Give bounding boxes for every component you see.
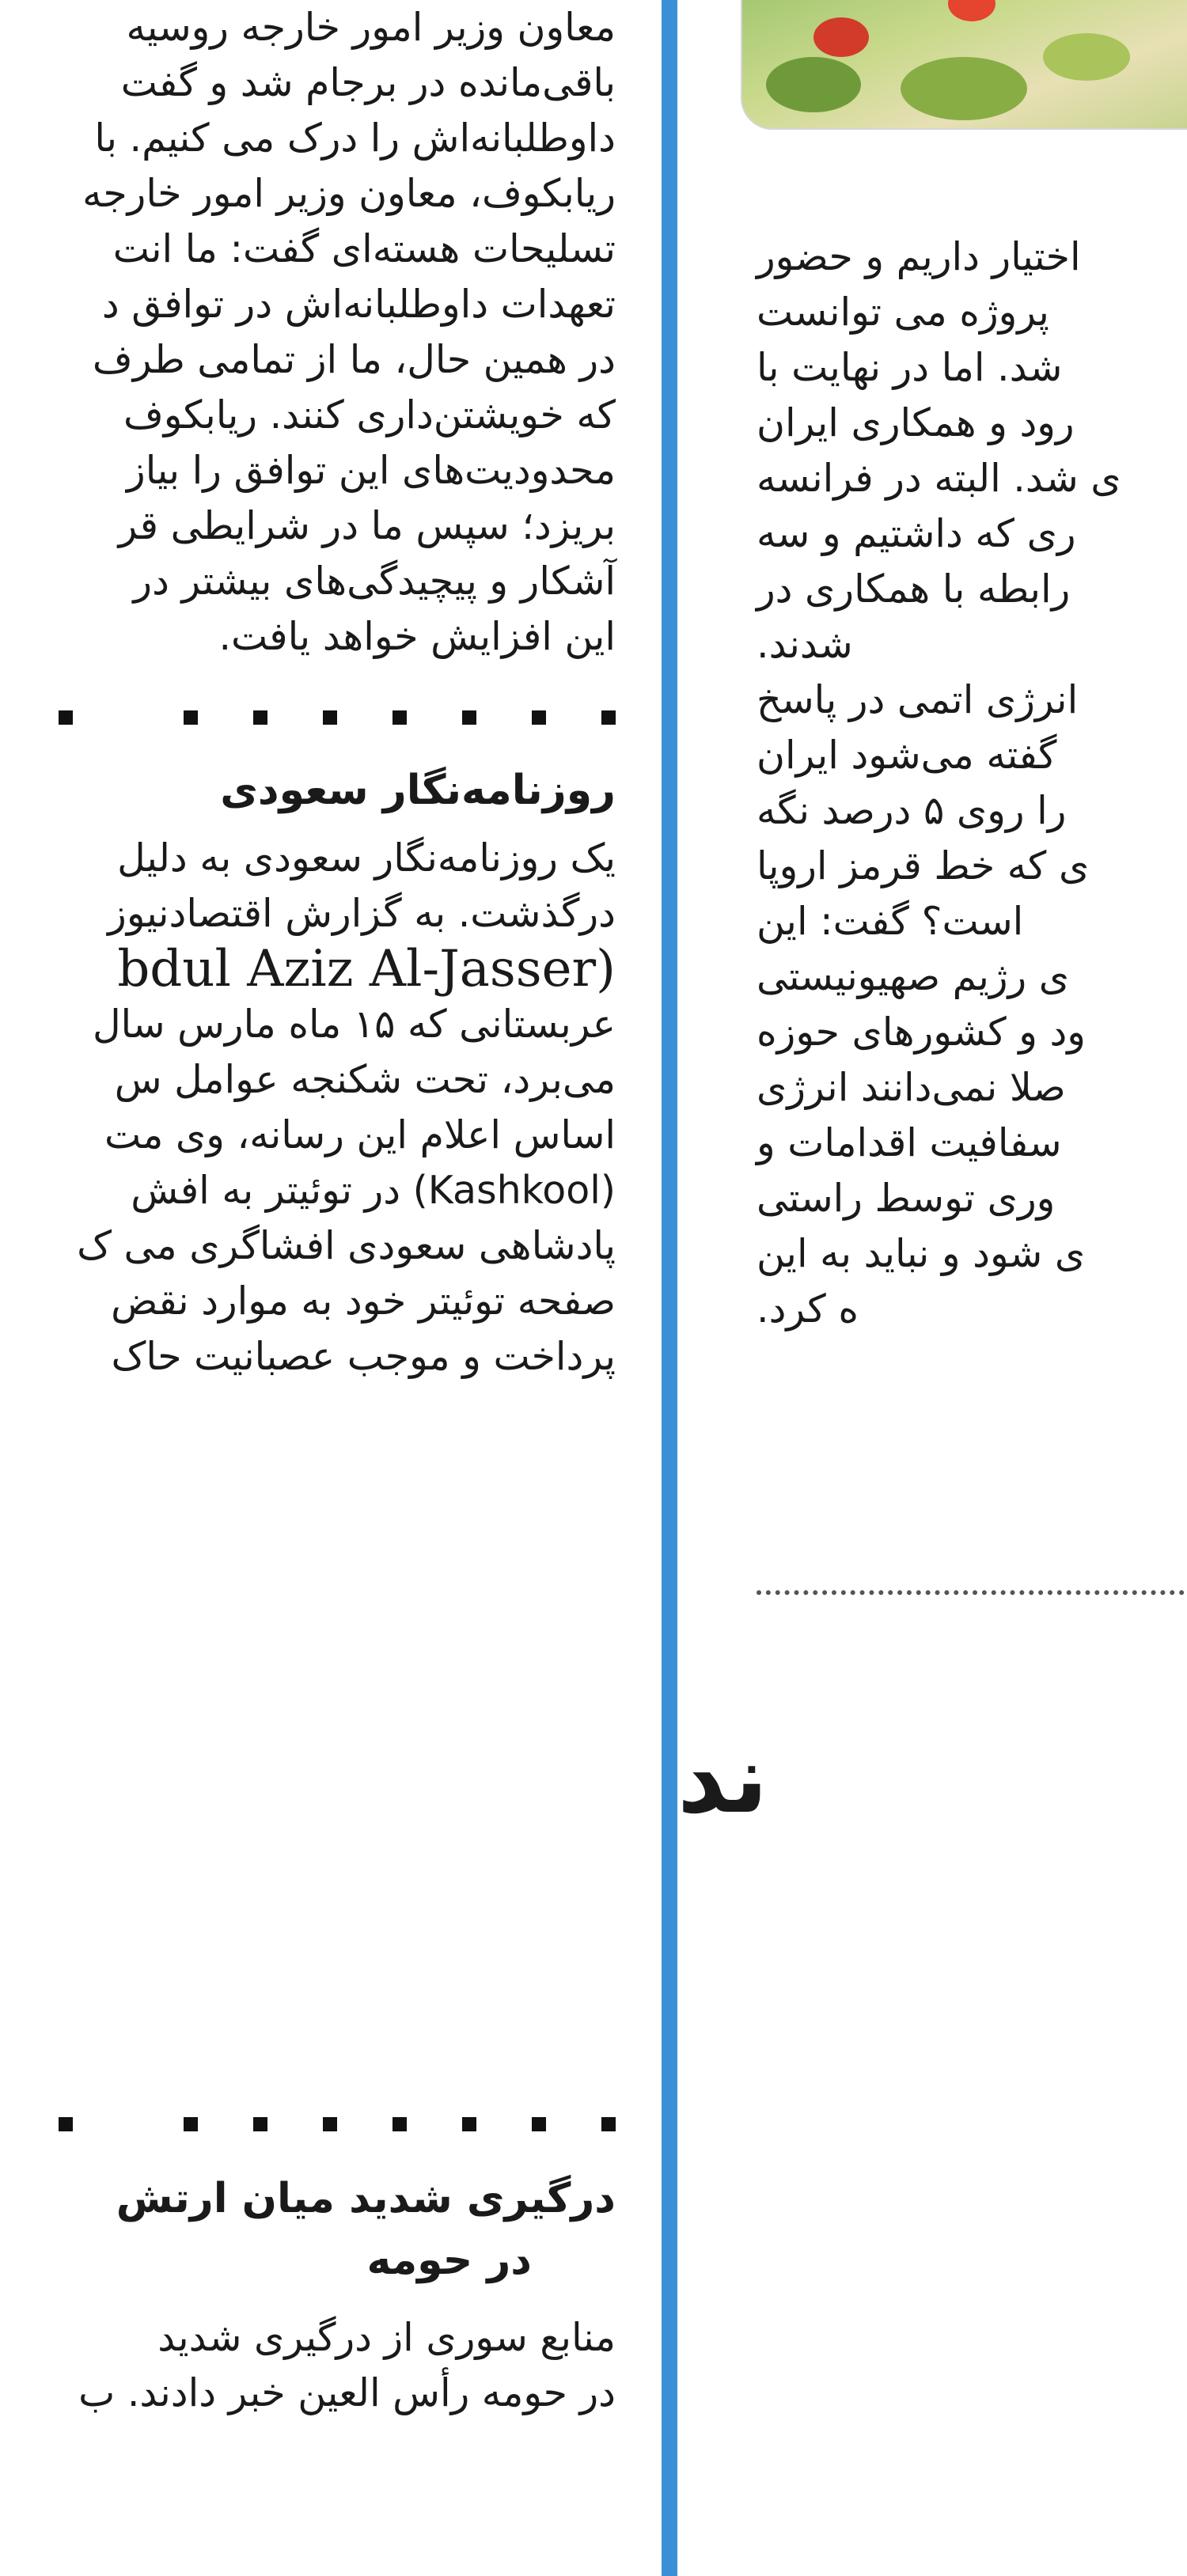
article-line: (Kashkool) در توئیتر به افش xyxy=(131,1168,616,1213)
article-line: عربستانی که ۱۵ ماه مارس سال xyxy=(92,1002,616,1047)
article-line: که خویشتن‌داری کنند. ریابکوف xyxy=(123,392,616,438)
column-divider xyxy=(662,0,677,2576)
saudi-journalist-headline: روزنامه‌نگار سعودی xyxy=(220,767,616,814)
right-news-column xyxy=(677,0,1187,2576)
article-line: رود و همکاری ایران xyxy=(757,400,1075,445)
article-line: است؟ گفت: این xyxy=(757,899,1024,944)
article-line: رابطه با همکاری در xyxy=(757,566,1071,612)
flower-photo xyxy=(741,0,1187,130)
article-line: این افزایش خواهد یافت. xyxy=(218,614,616,659)
article-line: bdul Aziz Al-Jasser) xyxy=(117,940,616,998)
article-line: محدودیت‌های این توافق را بیاز xyxy=(127,448,616,493)
article-line: در همین حال، ما از تمامی طرف xyxy=(92,337,616,382)
article-line: شدند. xyxy=(757,622,853,667)
large-headline-fragment: ند xyxy=(677,1725,768,1835)
article-line: ریابکوف، معاون وزیر امور خارجه xyxy=(82,171,616,216)
article-line: پرداخت و موجب عصبانیت حاک xyxy=(111,1334,616,1379)
article-line: اختیار داریم و حضور xyxy=(757,234,1081,279)
article-line: در حومه رأس العین خبر دادند. ب xyxy=(78,2370,616,2415)
article-line: را روی ۵ درصد نگه xyxy=(757,788,1067,833)
article-line: اساس اعلام این رسانه، وی مت xyxy=(104,1112,616,1157)
russia-article-body xyxy=(0,0,616,665)
article-line: ود و کشورهای حوزه xyxy=(757,1010,1086,1055)
article-line: تسلیحات هسته‌ای گفت: ما انت xyxy=(112,226,616,271)
article-line: گفته می‌شود ایران xyxy=(757,733,1057,778)
article-line: یک روزنامه‌نگار سعودی به دلیل xyxy=(117,835,616,881)
nuclear-article-body xyxy=(757,229,1187,1337)
article-line: پادشاهی سعودی افشاگری می ک xyxy=(77,1223,616,1268)
clash-article-body xyxy=(0,2310,616,2421)
article-line: ی که خط قرمز اروپا xyxy=(757,843,1090,888)
article-line: آشکار و پیچیدگی‌های بیشتر در xyxy=(133,559,616,604)
article-line: شد. اما در نهایت با xyxy=(757,345,1063,390)
clash-headline-line2: در حومه xyxy=(366,2237,532,2284)
article-line: ری که داشتیم و سه xyxy=(757,511,1076,556)
article-line: وری توسط راستی xyxy=(757,1176,1056,1221)
article-line: ی رژیم صهیونیستی xyxy=(757,954,1070,999)
dotted-separator xyxy=(757,1590,1187,1595)
saudi-article-body xyxy=(0,831,616,1385)
clash-headline-line1: درگیری شدید میان ارتش xyxy=(116,2175,616,2222)
section-divider-dots xyxy=(0,2112,658,2136)
article-line: ه کرد. xyxy=(757,1286,859,1332)
article-line: منابع سوری از درگیری شدید xyxy=(157,2315,616,2360)
article-line: درگذشت. به گزارش اقتصادنیوز xyxy=(108,891,616,936)
article-line: انرژی اتمی در پاسخ xyxy=(757,677,1079,722)
article-line: تعهدات داوطلبانه‌اش در توافق د xyxy=(101,282,616,327)
section-divider-dots xyxy=(0,706,658,729)
article-line: می‌برد، تحت شکنجه عوامل س xyxy=(114,1057,616,1102)
article-line: پروژه می توانست xyxy=(757,290,1049,335)
article-line: داوطلبانه‌اش را درک می کنیم. با xyxy=(94,116,616,161)
article-line: صلا نمی‌دانند انرژی xyxy=(757,1065,1066,1110)
article-line: معاون وزیر امور خارجه روسیه xyxy=(126,5,616,50)
article-line: سفافیت اقدامات و xyxy=(757,1120,1062,1165)
article-line: باقی‌مانده در برجام شد و گفت xyxy=(120,60,616,105)
article-line: صفحه توئیتر خود به موارد نقض xyxy=(111,1279,616,1324)
article-line: ی شود و نباید به این xyxy=(757,1231,1086,1276)
article-line: بریزد؛ سپس ما در شرایطی قر xyxy=(118,503,616,548)
article-line: ی شد. البته در فرانسه xyxy=(757,456,1121,501)
